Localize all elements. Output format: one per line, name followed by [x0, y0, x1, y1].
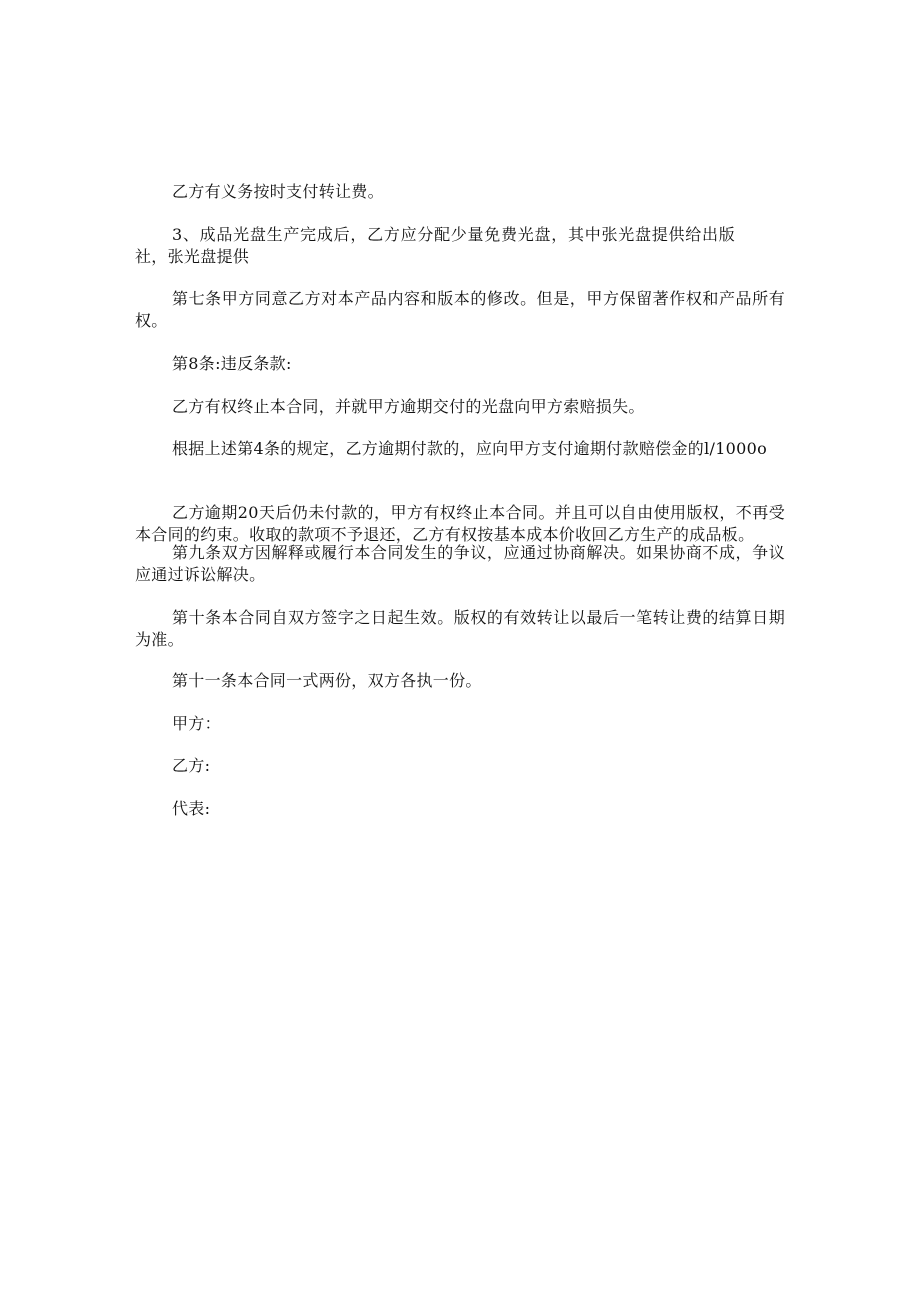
party-b-signature-label: 乙方:	[172, 756, 211, 775]
termination-right-paragraph: 乙方有权终止本合同，并就甲方逾期交付的光盘向甲方索赔损失。	[172, 397, 645, 416]
free-disc-allocation-paragraph: 3、成品光盘生产完成后，乙方应分配少量免费光盘，其中张光盘提供给出版社，张光盘提供	[135, 225, 735, 266]
representative-signature-label: 代表:	[172, 799, 211, 818]
article-9-paragraph: 第九条双方因解释或履行本合同发生的争议，应通过协商解决。如果协商不成，争议应通过诉讼解决。	[135, 543, 785, 584]
payment-obligation-paragraph: 乙方有义务按时支付转让费。	[172, 182, 384, 201]
overdue-20-days-paragraph: 乙方逾期20天后仍未付款的，甲方有权终止本合同。并且可以自由使用版权，不再受本合同的约束。收取的款项不予退还，乙方有权按基本成本价收回乙方生产的成品板。	[135, 503, 785, 544]
article-8-heading: 第8条:违反条款:	[172, 354, 292, 373]
late-payment-penalty-paragraph: 根据上述第4条的规定，乙方逾期付款的，应向甲方支付逾期付款赔偿金的l/1000o	[172, 439, 768, 458]
article-10-paragraph: 第十条本合同自双方签字之日起生效。版权的有效转让以最后一笔转让费的结算日期为准。	[135, 608, 785, 649]
article-7-paragraph: 第七条甲方同意乙方对本产品内容和版本的修改。但是，甲方保留著作权和产品所有权。	[135, 289, 785, 330]
article-11-paragraph: 第十一条本合同一式两份，双方各执一份。	[172, 671, 482, 690]
party-a-signature-label: 甲方：	[172, 714, 221, 733]
